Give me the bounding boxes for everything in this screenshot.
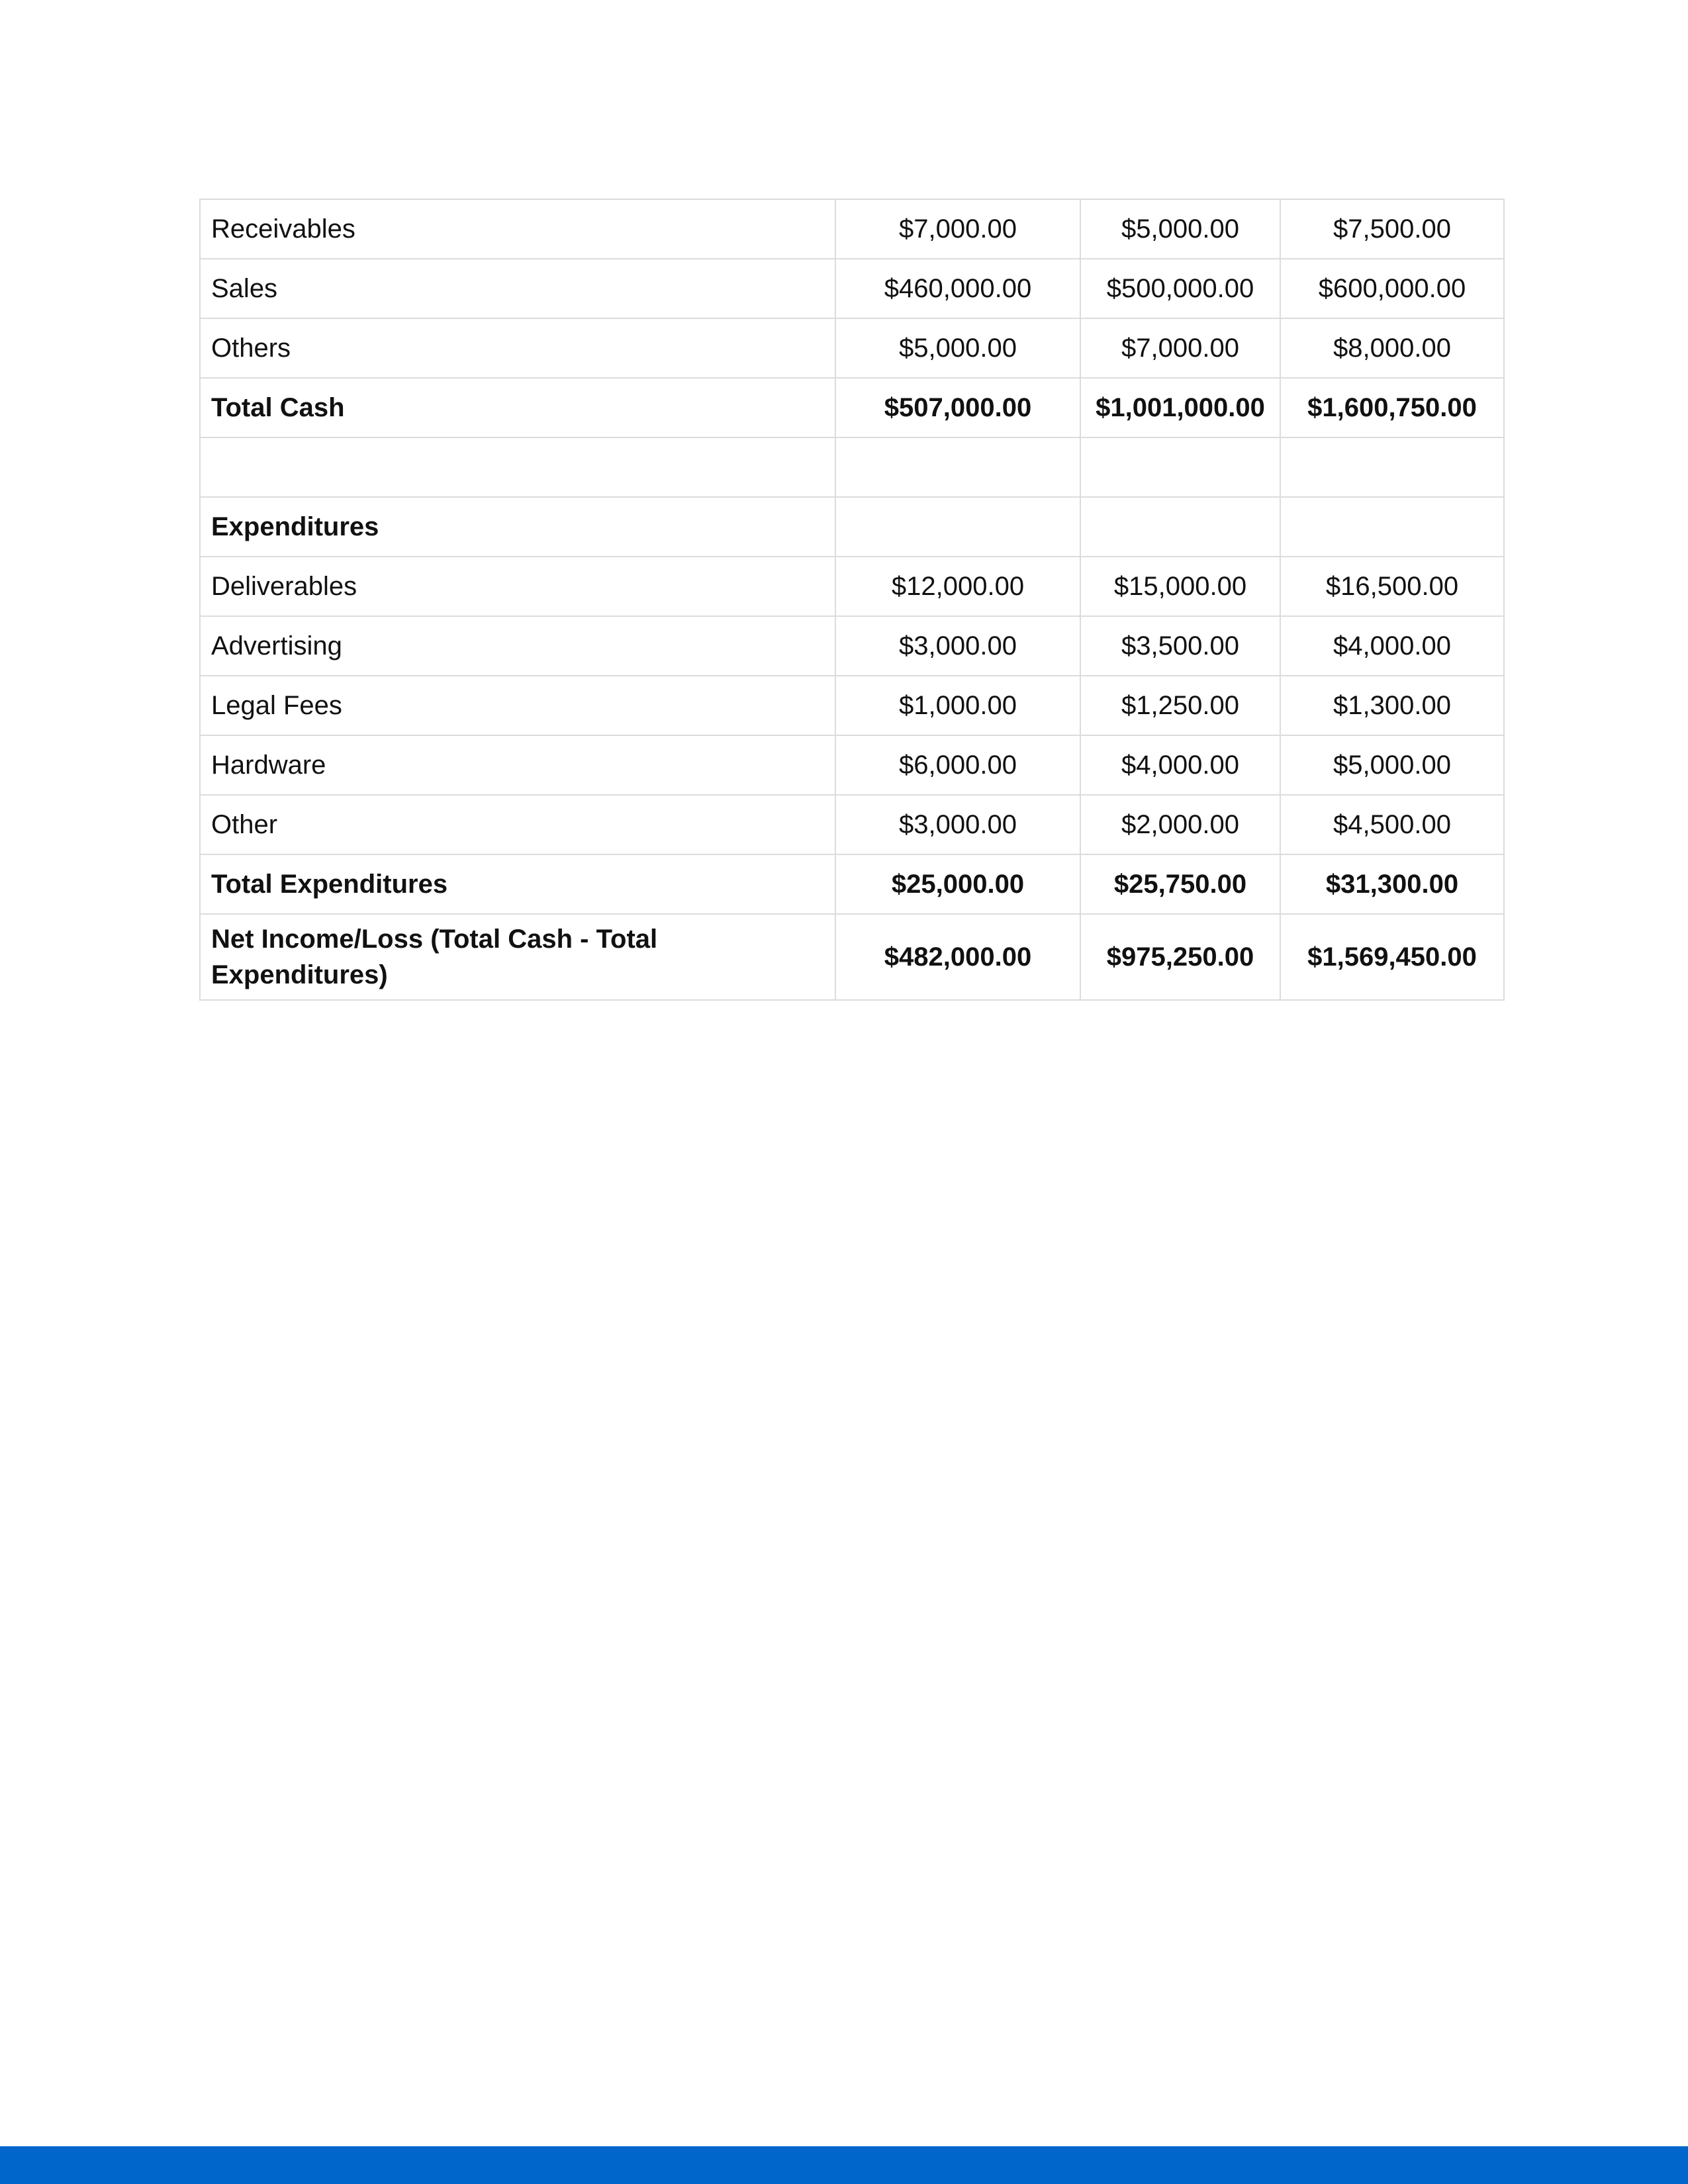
table-row [200, 914, 1504, 1000]
value-cell-period-2: $975,250.00 [1080, 914, 1280, 1000]
value-cell-period-3 [1280, 437, 1504, 497]
value-cell-period-3: $1,300.00 [1280, 676, 1504, 735]
table-row [200, 735, 1504, 795]
value-cell-period-2: $4,000.00 [1080, 735, 1280, 795]
value-cell-period-1: $3,000.00 [835, 795, 1080, 854]
row-label-cell [200, 437, 835, 497]
value-cell-period-2: $2,000.00 [1080, 795, 1280, 854]
row-label-cell: Total Cash [200, 378, 835, 437]
row-label-cell: Legal Fees [200, 676, 835, 735]
table-row [200, 378, 1504, 437]
row-label-cell: Net Income/Loss (Total Cash - Total Expenditures) [200, 914, 835, 1000]
table-row [200, 854, 1504, 914]
value-cell-period-2: $15,000.00 [1080, 557, 1280, 616]
row-label-cell: Other [200, 795, 835, 854]
footer-color-bar [0, 2146, 1688, 2184]
row-label-cell: Hardware [200, 735, 835, 795]
value-cell-period-1: $1,000.00 [835, 676, 1080, 735]
value-cell-period-3: $7,500.00 [1280, 199, 1504, 259]
table-row [200, 318, 1504, 378]
value-cell-period-1: $482,000.00 [835, 914, 1080, 1000]
row-label-cell: Expenditures [200, 497, 835, 557]
cash-flow-table-body [200, 199, 1504, 1000]
value-cell-period-2: $3,500.00 [1080, 616, 1280, 676]
value-cell-period-3: $8,000.00 [1280, 318, 1504, 378]
table-row [200, 199, 1504, 259]
value-cell-period-3: $1,600,750.00 [1280, 378, 1504, 437]
value-cell-period-3: $1,569,450.00 [1280, 914, 1504, 1000]
table-row [200, 259, 1504, 318]
value-cell-period-3 [1280, 497, 1504, 557]
value-cell-period-1 [835, 497, 1080, 557]
value-cell-period-1: $3,000.00 [835, 616, 1080, 676]
value-cell-period-3: $16,500.00 [1280, 557, 1504, 616]
value-cell-period-2: $1,250.00 [1080, 676, 1280, 735]
row-label-cell: Deliverables [200, 557, 835, 616]
value-cell-period-1: $5,000.00 [835, 318, 1080, 378]
row-label-cell: Receivables [200, 199, 835, 259]
row-label-cell: Total Expenditures [200, 854, 835, 914]
value-cell-period-3: $4,000.00 [1280, 616, 1504, 676]
value-cell-period-3: $5,000.00 [1280, 735, 1504, 795]
row-label-cell: Advertising [200, 616, 835, 676]
value-cell-period-1: $6,000.00 [835, 735, 1080, 795]
table-row [200, 795, 1504, 854]
value-cell-period-2 [1080, 497, 1280, 557]
value-cell-period-3: $600,000.00 [1280, 259, 1504, 318]
cash-flow-table [199, 199, 1505, 1001]
value-cell-period-3: $4,500.00 [1280, 795, 1504, 854]
value-cell-period-2 [1080, 437, 1280, 497]
value-cell-period-1: $507,000.00 [835, 378, 1080, 437]
row-label-cell: Sales [200, 259, 835, 318]
row-label-cell: Others [200, 318, 835, 378]
value-cell-period-1: $25,000.00 [835, 854, 1080, 914]
value-cell-period-2: $500,000.00 [1080, 259, 1280, 318]
value-cell-period-2: $7,000.00 [1080, 318, 1280, 378]
table-row [200, 497, 1504, 557]
table-row [200, 676, 1504, 735]
table-row [200, 557, 1504, 616]
value-cell-period-3: $31,300.00 [1280, 854, 1504, 914]
value-cell-period-1 [835, 437, 1080, 497]
table-row [200, 437, 1504, 497]
value-cell-period-1: $460,000.00 [835, 259, 1080, 318]
value-cell-period-2: $25,750.00 [1080, 854, 1280, 914]
value-cell-period-1: $12,000.00 [835, 557, 1080, 616]
value-cell-period-2: $5,000.00 [1080, 199, 1280, 259]
table-row [200, 616, 1504, 676]
value-cell-period-1: $7,000.00 [835, 199, 1080, 259]
value-cell-period-2: $1,001,000.00 [1080, 378, 1280, 437]
